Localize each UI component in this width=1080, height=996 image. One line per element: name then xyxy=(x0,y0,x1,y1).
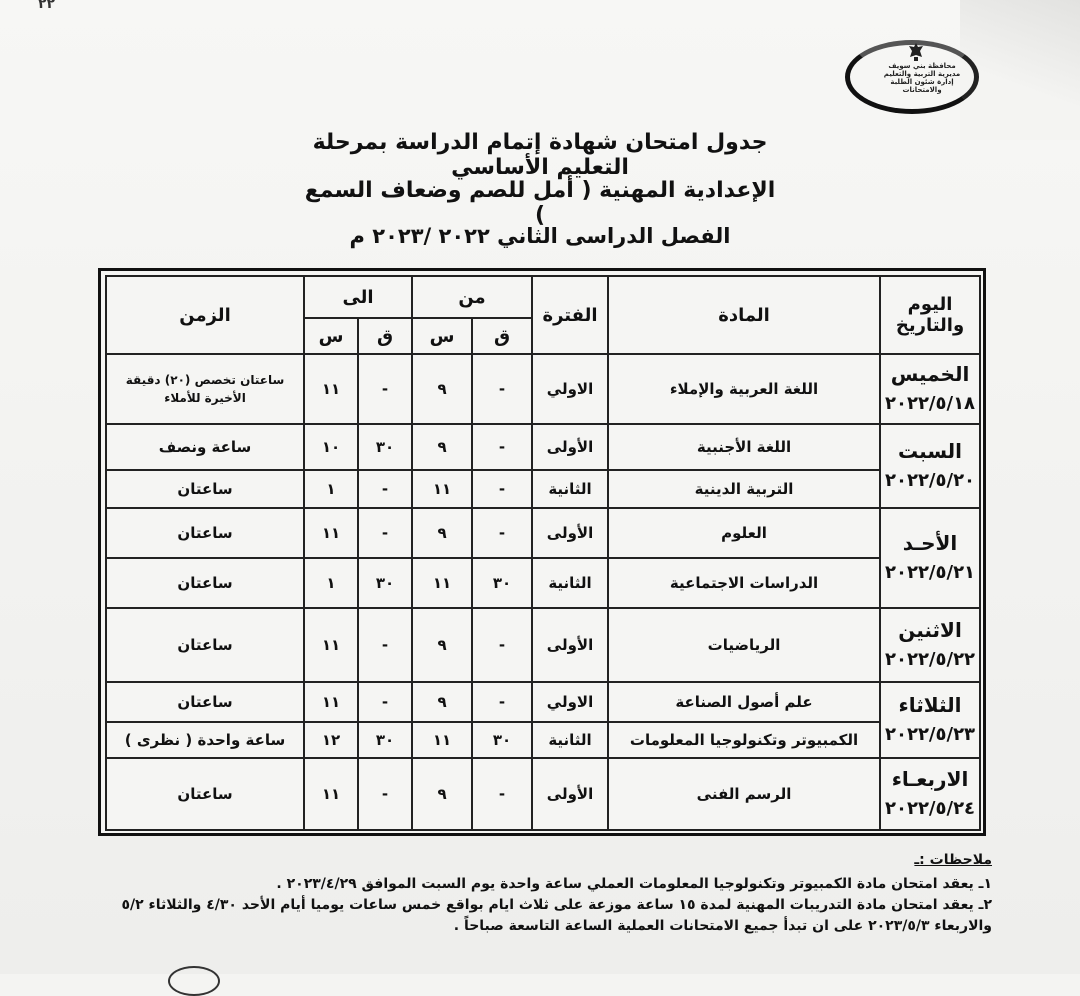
from-hour-cell: ٩ xyxy=(412,508,472,558)
to-hour-cell: ١١ xyxy=(304,508,358,558)
to-minute-header: ق xyxy=(358,318,412,354)
table-row xyxy=(106,758,980,830)
note-item: والاربعاء ٢٠٢٣/٥/٣ على ان تبدأ جميع الامتحانات العملية الساعة التاسعة صباحاً . xyxy=(453,918,992,934)
duration-cell: ساعة واحدة ( نظرى ) xyxy=(106,722,304,758)
day-date: ٢٠٢٢/٥/٢٤ xyxy=(884,798,976,819)
subject-cell: الرياضيات xyxy=(608,608,880,682)
to-hour-cell: ١١ xyxy=(304,354,358,424)
from-hour-cell: ١١ xyxy=(412,558,472,608)
page-corner-mark: ٢٢ xyxy=(38,0,56,8)
day-name: الاربعـاء xyxy=(891,767,969,791)
table-row xyxy=(106,470,980,508)
note-item: ١ـ يعقد امتحان مادة الكمبيوتر وتكنولوجيا المعلومات العملي ساعة واحدة يوم السبت الموافق ٢٠٢٣/٤/٢٩ . xyxy=(276,876,992,892)
from-minute-cell: - xyxy=(472,354,532,424)
table-row xyxy=(106,424,980,470)
duration-cell: ساعتان xyxy=(106,508,304,558)
subject-cell: علم أصول الصناعة xyxy=(608,682,880,722)
day-name: الأحـد xyxy=(902,531,958,555)
to-hour-header: س xyxy=(304,318,358,354)
period-cell: الثانية xyxy=(532,722,608,758)
table-row xyxy=(106,558,980,608)
day-name: الخميس xyxy=(890,362,970,386)
to-hour-cell: ١٢ xyxy=(304,722,358,758)
day-name: الثلاثاء xyxy=(898,693,962,717)
to-header: الى xyxy=(304,276,412,318)
period-cell: الاولي xyxy=(532,354,608,424)
subject-cell: الرسم الفنى xyxy=(608,758,880,830)
period-cell: الأولى xyxy=(532,508,608,558)
to-minute-cell: ٣٠ xyxy=(358,722,412,758)
day-date: ٢٠٢٢/٥/٢٢ xyxy=(884,649,976,670)
logo-caption xyxy=(877,62,967,94)
notes-section xyxy=(120,852,992,937)
day-date: ٢٠٢٢/٥/٢١ xyxy=(884,562,976,583)
subject-header: المادة xyxy=(608,276,880,354)
duration-cell: ساعتان xyxy=(106,758,304,830)
subject-cell: الدراسات الاجتماعية xyxy=(608,558,880,608)
to-minute-cell: ٣٠ xyxy=(358,558,412,608)
to-minute-cell: - xyxy=(358,508,412,558)
semester-line: الفصل الدراسى الثاني ٢٠٢٢ /٢٠٢٣ م xyxy=(349,224,731,248)
from-hour-cell: ١١ xyxy=(412,470,472,508)
subject-cell: اللغة العربية والإملاء xyxy=(608,354,880,424)
from-hour-cell: ٩ xyxy=(412,608,472,682)
eagle-emblem-icon xyxy=(907,42,925,62)
from-minute-cell: ٣٠ xyxy=(472,558,532,608)
logo-line: إدارة شئون الطلبة والامتحانات xyxy=(890,78,954,94)
to-hour-cell: ١١ xyxy=(304,758,358,830)
from-hour-cell: ٩ xyxy=(412,424,472,470)
to-minute-cell: ٣٠ xyxy=(358,424,412,470)
day-date: ٢٠٢٢/٥/٢٠ xyxy=(884,470,976,491)
period-cell: الأولى xyxy=(532,608,608,682)
day-name: الاثنين xyxy=(898,618,962,642)
day-cell xyxy=(880,608,980,682)
ministry-logo xyxy=(845,38,985,118)
from-minute-cell: - xyxy=(472,424,532,470)
logo-line: مديرية التربية والتعليم xyxy=(883,70,961,78)
duration-cell: ساعة ونصف xyxy=(106,424,304,470)
from-minute-cell: - xyxy=(472,682,532,722)
from-hour-cell: ٩ xyxy=(412,354,472,424)
table-row xyxy=(106,608,980,682)
to-minute-cell: - xyxy=(358,682,412,722)
to-minute-cell: - xyxy=(358,354,412,424)
subject-cell: الكمبيوتر وتكنولوجيا المعلومات xyxy=(608,722,880,758)
date-header-label: والتاريخ xyxy=(895,315,965,336)
from-hour-cell: ٩ xyxy=(412,682,472,722)
period-cell: الأولى xyxy=(532,758,608,830)
note-item: ٢ـ يعقد امتحان مادة التدريبات المهنية لمدة ١٥ ساعة موزعة على ثلاث ايام بواقع خمس ساعات يوميا أيام الأحد ٤/٣٠ والثلاثاء ٥/٢ xyxy=(121,897,992,913)
table-row xyxy=(106,682,980,722)
period-header: الفترة xyxy=(532,276,608,354)
period-cell: الاولي xyxy=(532,682,608,722)
table-row xyxy=(106,722,980,758)
day-cell xyxy=(880,758,980,830)
subject-cell: التربية الدينية xyxy=(608,470,880,508)
subject-cell: العلوم xyxy=(608,508,880,558)
to-hour-cell: ١ xyxy=(304,558,358,608)
period-cell: الثانية xyxy=(532,470,608,508)
from-minute-cell: - xyxy=(472,608,532,682)
to-hour-cell: ١٠ xyxy=(304,424,358,470)
to-hour-cell: ١١ xyxy=(304,608,358,682)
day-date: ٢٠٢٢/٥/١٨ xyxy=(884,393,976,414)
document-subtitle: الإعدادية المهنية ( أمل للصم وضعاف السمع ) xyxy=(304,178,776,228)
duration-cell: ساعتان xyxy=(106,558,304,608)
exam-schedule-table xyxy=(98,268,986,836)
stamp-edge-icon xyxy=(168,966,220,996)
header-row xyxy=(106,276,980,318)
logo-line: محافظة بني سويف xyxy=(888,62,956,70)
day-cell xyxy=(880,682,980,758)
from-hour-header: س xyxy=(412,318,472,354)
period-cell: الأولى xyxy=(532,424,608,470)
day-date: ٢٠٢٢/٥/٢٣ xyxy=(884,724,976,745)
to-minute-cell: - xyxy=(358,470,412,508)
from-hour-cell: ٩ xyxy=(412,758,472,830)
day-cell xyxy=(880,354,980,424)
schedule-grid xyxy=(105,275,981,831)
day-header-label: اليوم xyxy=(907,294,953,315)
notes-heading: ملاحظات :ـ xyxy=(914,852,992,868)
to-hour-cell: ١ xyxy=(304,470,358,508)
period-cell: الثانية xyxy=(532,558,608,608)
duration-cell: ساعتان تخصص (٢٠) دقيقة الأخيرة للأملاء xyxy=(106,354,304,424)
to-minute-cell: - xyxy=(358,608,412,682)
subject-cell: اللغة الأجنبية xyxy=(608,424,880,470)
duration-cell: ساعتان xyxy=(106,608,304,682)
day-cell xyxy=(880,508,980,608)
duration-cell: ساعتان xyxy=(106,470,304,508)
table-row xyxy=(106,354,980,424)
from-header: من xyxy=(412,276,532,318)
from-minute-cell: - xyxy=(472,508,532,558)
to-hour-cell: ١١ xyxy=(304,682,358,722)
document-title: جدول امتحان شهادة إتمام الدراسة بمرحلة التعليم الأساسي xyxy=(312,130,768,180)
day-date-header xyxy=(880,276,980,354)
duration-cell: ساعتان xyxy=(106,682,304,722)
from-minute-header: ق xyxy=(472,318,532,354)
from-minute-cell: - xyxy=(472,470,532,508)
from-hour-cell: ١١ xyxy=(412,722,472,758)
duration-header: الزمن xyxy=(106,276,304,354)
to-minute-cell: - xyxy=(358,758,412,830)
from-minute-cell: - xyxy=(472,758,532,830)
table-row xyxy=(106,508,980,558)
day-cell xyxy=(880,424,980,508)
from-minute-cell: ٣٠ xyxy=(472,722,532,758)
day-name: السبت xyxy=(897,439,963,463)
